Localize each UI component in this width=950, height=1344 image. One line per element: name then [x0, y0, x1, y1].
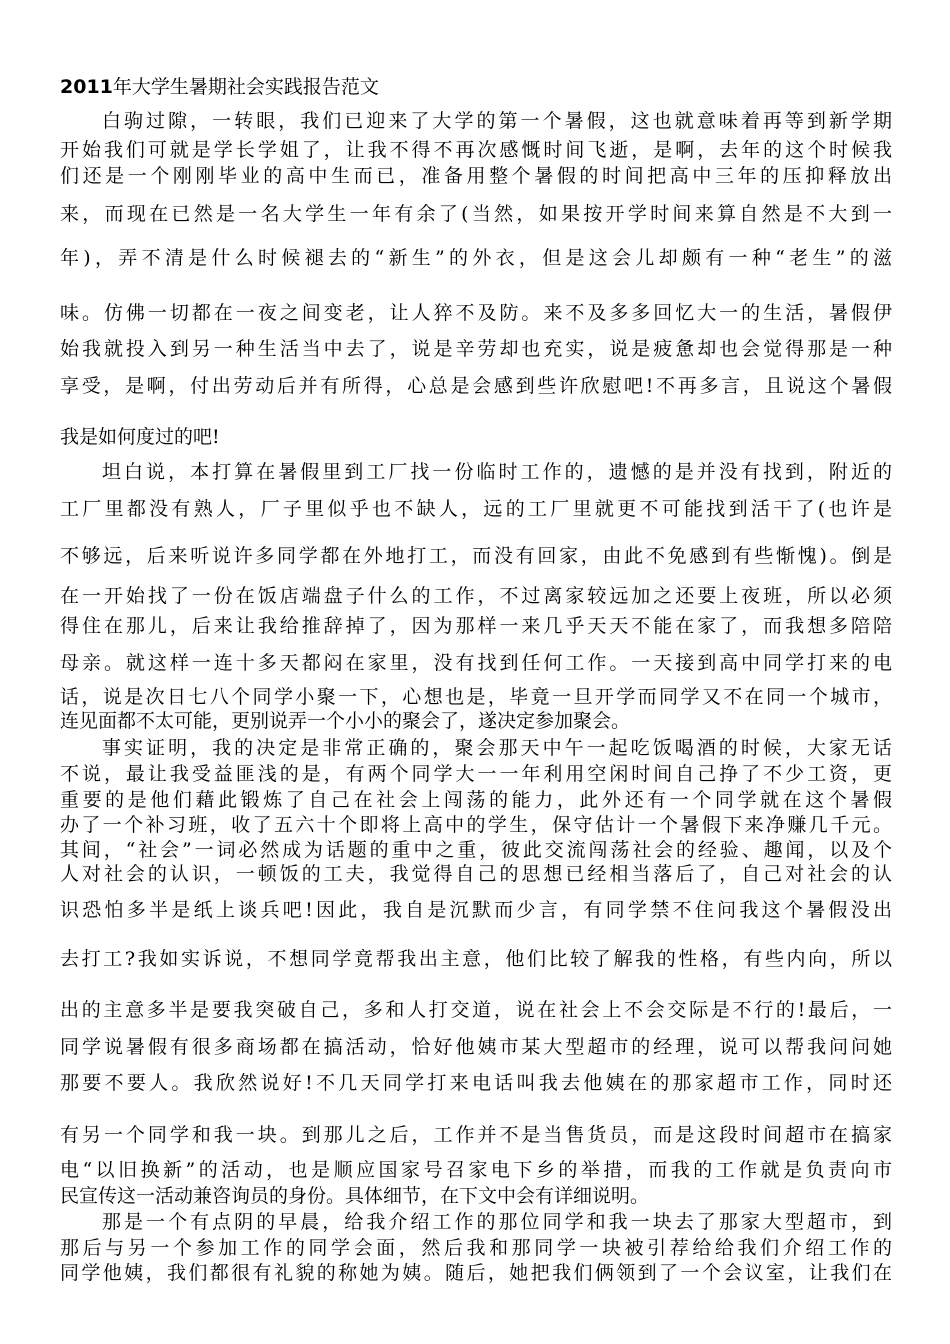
paragraph-line: 年)，弄不清是什么时候褪去的“新生”的外衣，但是这会儿却颇有一种“老生”的滋 — [60, 247, 892, 269]
paragraph-line: 们还是一个刚刚毕业的高中生而已，准备用整个暑假的时间把高中三年的压抑释放出 — [60, 165, 892, 187]
paragraph-line: 重要的是他们藉此锻炼了自己在社会上闯荡的能力，此外还有一个同学就在这个暑假 — [60, 789, 892, 811]
paragraph-line: 味。仿佛一切都在一夜之间变老，让人猝不及防。来不及多多回忆大一的生活，暑假伊 — [60, 302, 892, 324]
paragraph-line: 事实证明，我的决定是非常正确的，聚会那天中午一起吃饭喝酒的时候，大家无话 — [102, 737, 892, 759]
paragraph-line: 我是如何度过的吧! — [60, 426, 220, 448]
paragraph-line: 识恐怕多半是纸上谈兵吧!因此，我自是沉默而少言，有同学禁不住问我这个暑假没出 — [60, 899, 892, 921]
paragraph-line: 出的主意多半是要我突破自己，多和人打交道，说在社会上不会交际是不行的!最后，一 — [60, 999, 892, 1021]
paragraph-line: 电“以旧换新”的活动，也是顺应国家号召家电下乡的举措，而我的工作就是负责向市 — [60, 1159, 892, 1181]
paragraph-line: 人对社会的认识，一顿饭的工夫，我觉得自己的思想已经相当落后了，自己对社会的认 — [60, 863, 892, 885]
paragraph-line: 母亲。就这样一连十多天都闷在家里，没有找到任何工作。一天接到高中同学打来的电 — [60, 652, 892, 674]
paragraph-line: 有另一个同学和我一块。到那儿之后，工作并不是当售货员，而是这段时间超市在搞家 — [60, 1124, 892, 1146]
title-text: 年大学生暑期社会实践报告范文 — [112, 76, 379, 98]
paragraph-line: 在一开始找了一份在饭店端盘子什么的工作，不过离家较远加之还要上夜班，所以必须 — [60, 585, 892, 607]
paragraph-line: 享受，是啊，付出劳动后并有所得，心总是会感到些许欣慰吧!不再多言，且说这个暑假 — [60, 375, 892, 397]
paragraph-line: 始我就投入到另一种生活当中去了，说是辛劳却也充实，说是疲惫却也会觉得那是一种 — [60, 338, 892, 360]
paragraph-line: 同学说暑假有很多商场都在搞活动，恰好他姨市某大型超市的经理，说可以帮我问问她 — [60, 1036, 892, 1058]
paragraph-line: 坦白说，本打算在暑假里到工厂找一份临时工作的，遗憾的是并没有找到，附近的 — [102, 461, 892, 483]
title-year: 2011 — [60, 76, 113, 98]
paragraph-line: 办了一个补习班，收了五六十个即将上高中的学生，保守估计一个暑假下来净赚几千元。 — [60, 814, 892, 836]
paragraph-line: 话，说是次日七八个同学小聚一下，心想也是，毕竟一旦开学而同学又不在同一个城市， — [60, 686, 892, 708]
paragraph-line: 白驹过隙，一转眼，我们已迎来了大学的第一个暑假，这也就意味着再等到新学期 — [102, 110, 892, 132]
document-title — [60, 76, 379, 98]
paragraph-line: 那后与另一个参加工作的同学会面，然后我和那同学一块被引荐给给我们介绍工作的 — [60, 1237, 892, 1259]
paragraph-line: 那是一个有点阴的早晨，给我介绍工作的那位同学和我一块去了那家大型超市，到 — [102, 1211, 892, 1233]
paragraph-line: 不够远，后来听说许多同学都在外地打工，而没有回家，由此不免感到有些惭愧)。倒是 — [60, 545, 892, 567]
paragraph-line: 得住在那儿，后来让我给推辞掉了，因为那样一来几乎天天不能在家了，而我想多陪陪 — [60, 615, 892, 637]
paragraph-line: 去打工?我如实诉说，不想同学竟帮我出主意，他们比较了解我的性格，有些内向，所以 — [60, 948, 892, 970]
paragraph-line: 那要不要人。我欣然说好!不几天同学打来电话叫我去他姨在的那家超市工作，同时还 — [60, 1072, 892, 1094]
paragraph-line: 不说，最让我受益匪浅的是，有两个同学大一一年利用空闲时间自己挣了不少工资，更 — [60, 763, 892, 785]
paragraph-line: 连见面都不太可能，更别说弄一个小小的聚会了，遂决定参加聚会。 — [60, 710, 631, 732]
paragraph-line: 来，而现在已然是一名大学生一年有余了(当然，如果按开学时间来算自然是不大到一 — [60, 203, 892, 225]
paragraph-line: 其间，“社会”一词必然成为话题的重中之重，彼此交流闯荡社会的经验、趣闻，以及个 — [60, 839, 892, 861]
paragraph-line: 民宣传这一活动兼咨询员的身份。具体细节，在下文中会有详细说明。 — [60, 1185, 650, 1207]
paragraph-line: 开始我们可就是学长学姐了，让我不得不再次感慨时间飞逝，是啊，去年的这个时候我 — [60, 139, 892, 161]
paragraph-line: 同学他姨，我们都很有礼貌的称她为姨。随后，她把我们俩领到了一个会议室，让我们在 — [60, 1262, 892, 1284]
paragraph-line: 工厂里都没有熟人，厂子里似乎也不缺人，远的工厂里就更不可能找到活干了(也许是 — [60, 498, 892, 520]
